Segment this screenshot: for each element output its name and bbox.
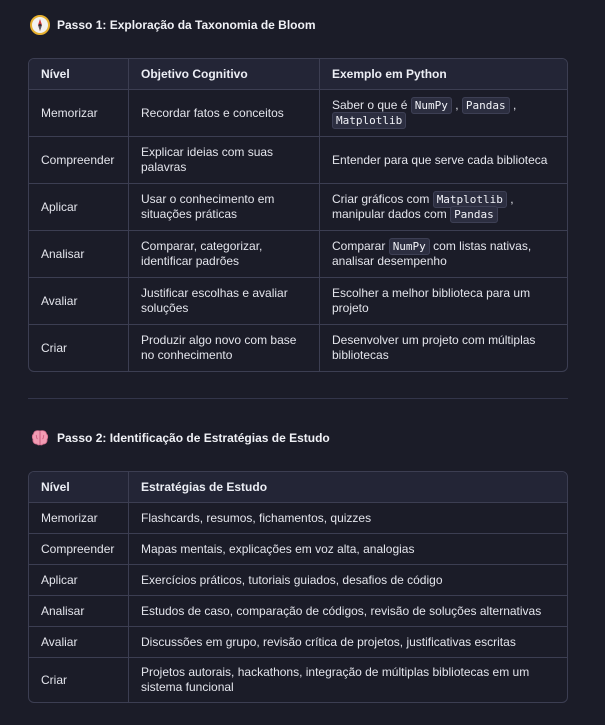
header-level: Nível [29,472,129,503]
cell-example [320,231,567,278]
cell-example [320,90,567,137]
example-text: Escolher a melhor biblioteca para um projeto [332,286,531,315]
example-text: Comparar [332,239,389,253]
compass-icon [30,15,50,35]
example-text: Criar gráficos com [332,192,433,206]
header-strategies: Estratégias de Estudo [129,472,567,503]
cell-example [320,137,567,184]
inline-code: Pandas [462,97,510,114]
section-2-heading [30,428,330,448]
cell-example [320,184,567,231]
section-1-title: Passo 1: Exploração da Taxonomia de Bloom [57,18,316,32]
cell-strategies: Estudos de caso, comparação de códigos, revisão de soluções alternativas [129,596,567,627]
example-text: Saber o que é [332,98,411,112]
table-row [29,565,567,596]
table-row [29,596,567,627]
table-header-row [29,59,567,90]
cell-example [320,325,567,371]
table-row [29,90,567,137]
example-text: , manipular dados com [332,192,514,221]
inline-code: NumPy [389,238,430,255]
cell-level: Compreender [29,534,129,565]
table-row [29,627,567,658]
section-2-title: Passo 2: Identificação de Estratégias de Estudo [57,431,330,445]
inline-code: Matplotlib [332,112,406,129]
example-text: Entender para que serve cada biblioteca [332,152,548,167]
header-level: Nível [29,59,129,90]
study-strategies-table [28,471,568,703]
cell-objective: Explicar ideias com suas palavras [129,137,320,184]
cell-objective: Comparar, categorizar, identificar padrões [129,231,320,278]
table-row [29,184,567,231]
cell-level: Criar [29,325,129,371]
cell-level: Memorizar [29,90,129,137]
section-1-heading [30,15,316,35]
cell-strategies: Mapas mentais, explicações em voz alta, analogias [129,534,567,565]
cell-objective: Usar o conhecimento em situações práticas [129,184,320,231]
inline-code: Pandas [450,206,498,223]
header-objective: Objetivo Cognitivo [129,59,320,90]
table-row [29,503,567,534]
brain-icon [30,428,50,448]
section-divider [28,398,568,399]
inline-code: NumPy [411,97,452,114]
cell-objective: Justificar escolhas e avaliar soluções [129,278,320,325]
example-text: Desenvolver um projeto com múltiplas bibliotecas [332,333,536,362]
inline-code: Matplotlib [433,191,507,208]
cell-level: Aplicar [29,565,129,596]
cell-level: Avaliar [29,278,129,325]
cell-strategies: Flashcards, resumos, fichamentos, quizzes [129,503,567,534]
example-text: , [451,98,462,112]
example-text: , [509,98,517,112]
cell-level: Criar [29,658,129,702]
table-row [29,534,567,565]
example-text: com listas nativas, analisar desempenho [332,239,532,268]
table-row [29,325,567,371]
header-example: Exemplo em Python [320,59,567,90]
table-row [29,231,567,278]
cell-level: Avaliar [29,627,129,658]
cell-level: Analisar [29,231,129,278]
cell-level: Aplicar [29,184,129,231]
bloom-taxonomy-table [28,58,568,372]
cell-strategies: Projetos autorais, hackathons, integração de múltiplas bibliotecas em um sistema funcional [141,665,530,694]
cell-objective: Recordar fatos e conceitos [129,90,320,137]
cell-strategies: Exercícios práticos, tutoriais guiados, desafios de código [129,565,567,596]
cell-level: Compreender [29,137,129,184]
cell-level: Analisar [29,596,129,627]
table-row [29,137,567,184]
table-row [29,658,567,702]
table-header-row [29,472,567,503]
cell-objective: Produzir algo novo com base no conhecimento [129,325,320,371]
cell-strategies: Discussões em grupo, revisão crítica de projetos, justificativas escritas [129,627,567,658]
table-row [29,278,567,325]
cell-level: Memorizar [29,503,129,534]
cell-example [320,278,567,325]
